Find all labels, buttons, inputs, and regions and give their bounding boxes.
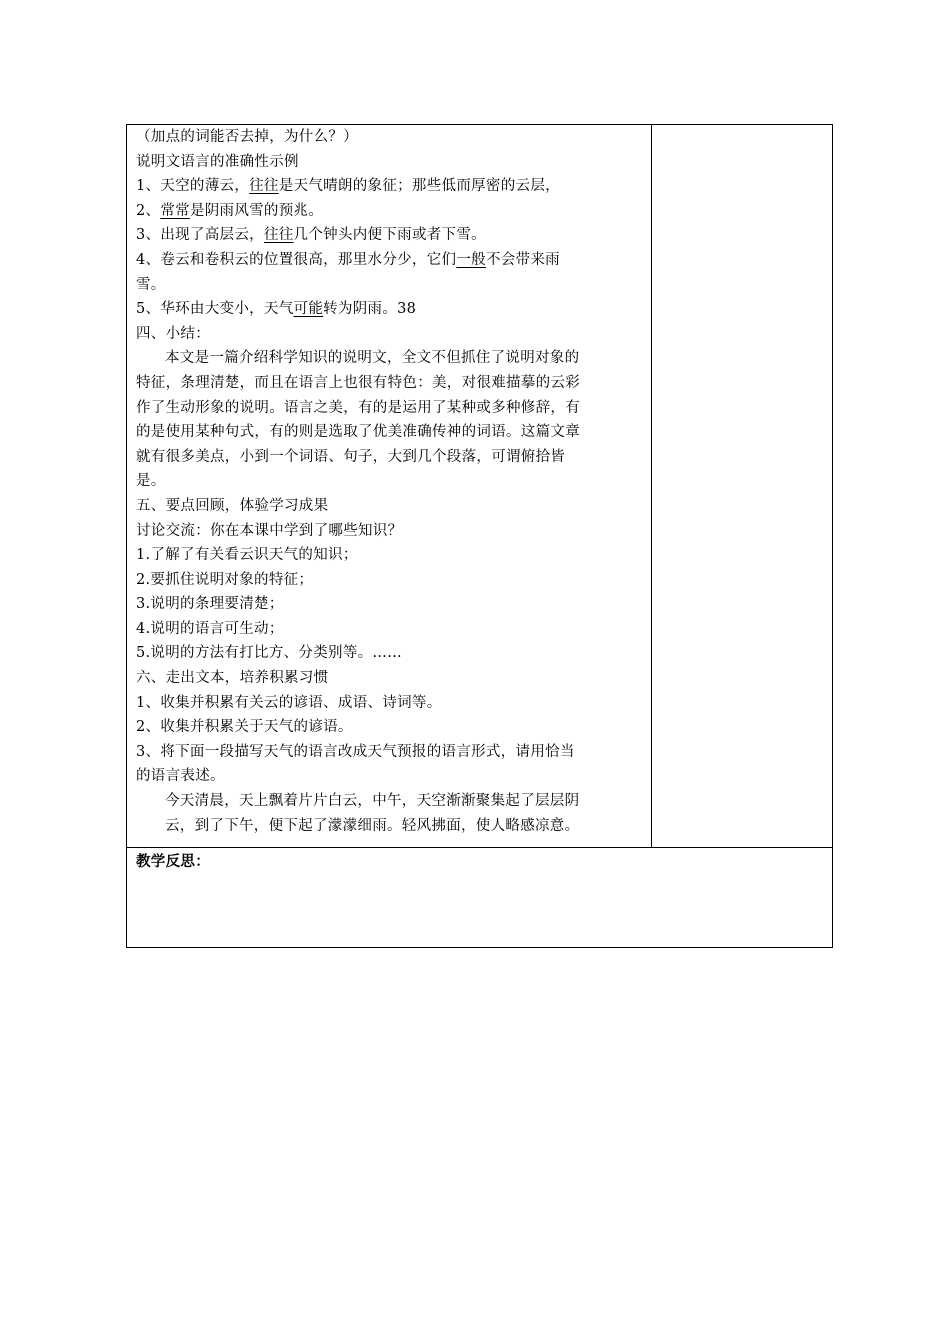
task-item: 2、收集并积累关于天气的谚语。: [136, 719, 353, 736]
section-6-heading: 六、走出文本，培养积累习惯: [136, 670, 329, 687]
reflection-title: 教学反思：: [136, 853, 210, 870]
notes-cell: [652, 125, 832, 847]
example-text: 是天气晴朗的象征；那些低而厚密的云层，: [278, 178, 560, 195]
reflection-cell: [127, 848, 832, 947]
question-note: （加点的词能否去掉，为什么？）: [136, 129, 358, 145]
example-text: 5、华环由大变小，天气: [136, 301, 294, 318]
underlined-word: 常常: [160, 202, 190, 219]
example-text: 4、卷云和卷积云的位置很高，那里水分少，它们: [136, 251, 457, 268]
example-3: [136, 223, 646, 248]
knowledge-item: 3.说明的条理要清楚；: [136, 596, 284, 613]
lesson-table: [126, 124, 833, 948]
example-text: 1、天空的薄云，: [136, 178, 250, 195]
example-text: 是阴雨风雪的预兆。: [189, 202, 324, 219]
task-item-cont: 的语言表述。: [136, 768, 225, 785]
summary-line: 是。: [136, 473, 166, 490]
example-2: [136, 199, 646, 224]
example-text: 不会带来雨: [485, 251, 560, 268]
example-4: [136, 248, 646, 273]
summary-line: 本文是一篇介绍科学知识的说明文，全文不但抓住了说明对象的: [165, 350, 580, 367]
section-4-heading: 四、小结：: [136, 325, 210, 342]
examples-heading: 说明文语言的准确性示例: [136, 153, 299, 170]
example-4-cont: 雪。: [136, 276, 166, 293]
summary-line: 的是使用某种句式，有的则是选取了优美准确传神的词语。这篇文章: [136, 424, 580, 441]
passage-line: 今天清晨，天上飘着片片白云，中午，天空渐渐聚集起了层层阴: [165, 793, 580, 810]
underlined-word: 往往: [249, 178, 279, 195]
underlined-word: 可能: [293, 301, 324, 318]
task-item: 3、将下面一段描写天气的语言改成天气预报的语言形式，请用恰当: [136, 743, 575, 760]
knowledge-item: 5.说明的方法有打比方、分类别等。……: [136, 645, 403, 662]
example-text: 3、出现了高层云，: [136, 227, 264, 244]
discussion-prompt: 讨论交流：你在本课中学到了哪些知识？: [136, 522, 403, 539]
lesson-text: [136, 125, 646, 838]
summary-line: 特征，条理清楚，而且在语言上也很有特色：美，对很难描摹的云彩: [136, 374, 580, 391]
underlined-word: 往往: [263, 227, 294, 244]
knowledge-item: 2.要抓住说明对象的特征；: [136, 571, 314, 588]
example-5: [136, 297, 646, 322]
summary-line: 作了生动形象的说明。语言之美，有的是运用了某种或多种修辞，有: [136, 399, 580, 416]
example-text: 2、: [136, 202, 161, 219]
knowledge-item: 4.说明的语言可生动；: [136, 620, 284, 637]
knowledge-item: 1.了解了有关看云识天气的知识；: [136, 547, 358, 564]
lesson-content-cell: [127, 125, 652, 847]
example-text: 转为阴雨。38: [323, 301, 417, 318]
task-item: 1、收集并积累有关云的谚语、成语、诗词等。: [136, 694, 442, 711]
section-5-heading: 五、要点回顾，体验学习成果: [136, 497, 329, 514]
example-1: [136, 174, 646, 199]
underlined-word: 一般: [456, 251, 486, 268]
passage-line: 云，到了下午，便下起了濛濛细雨。轻风拂面，使人略感凉意。: [165, 817, 580, 834]
example-text: 几个钟头内便下雨或者下雪。: [293, 227, 486, 244]
summary-line: 就有很多美点，小到一个词语、句子，大到几个段落，可谓俯拾皆: [136, 448, 566, 465]
